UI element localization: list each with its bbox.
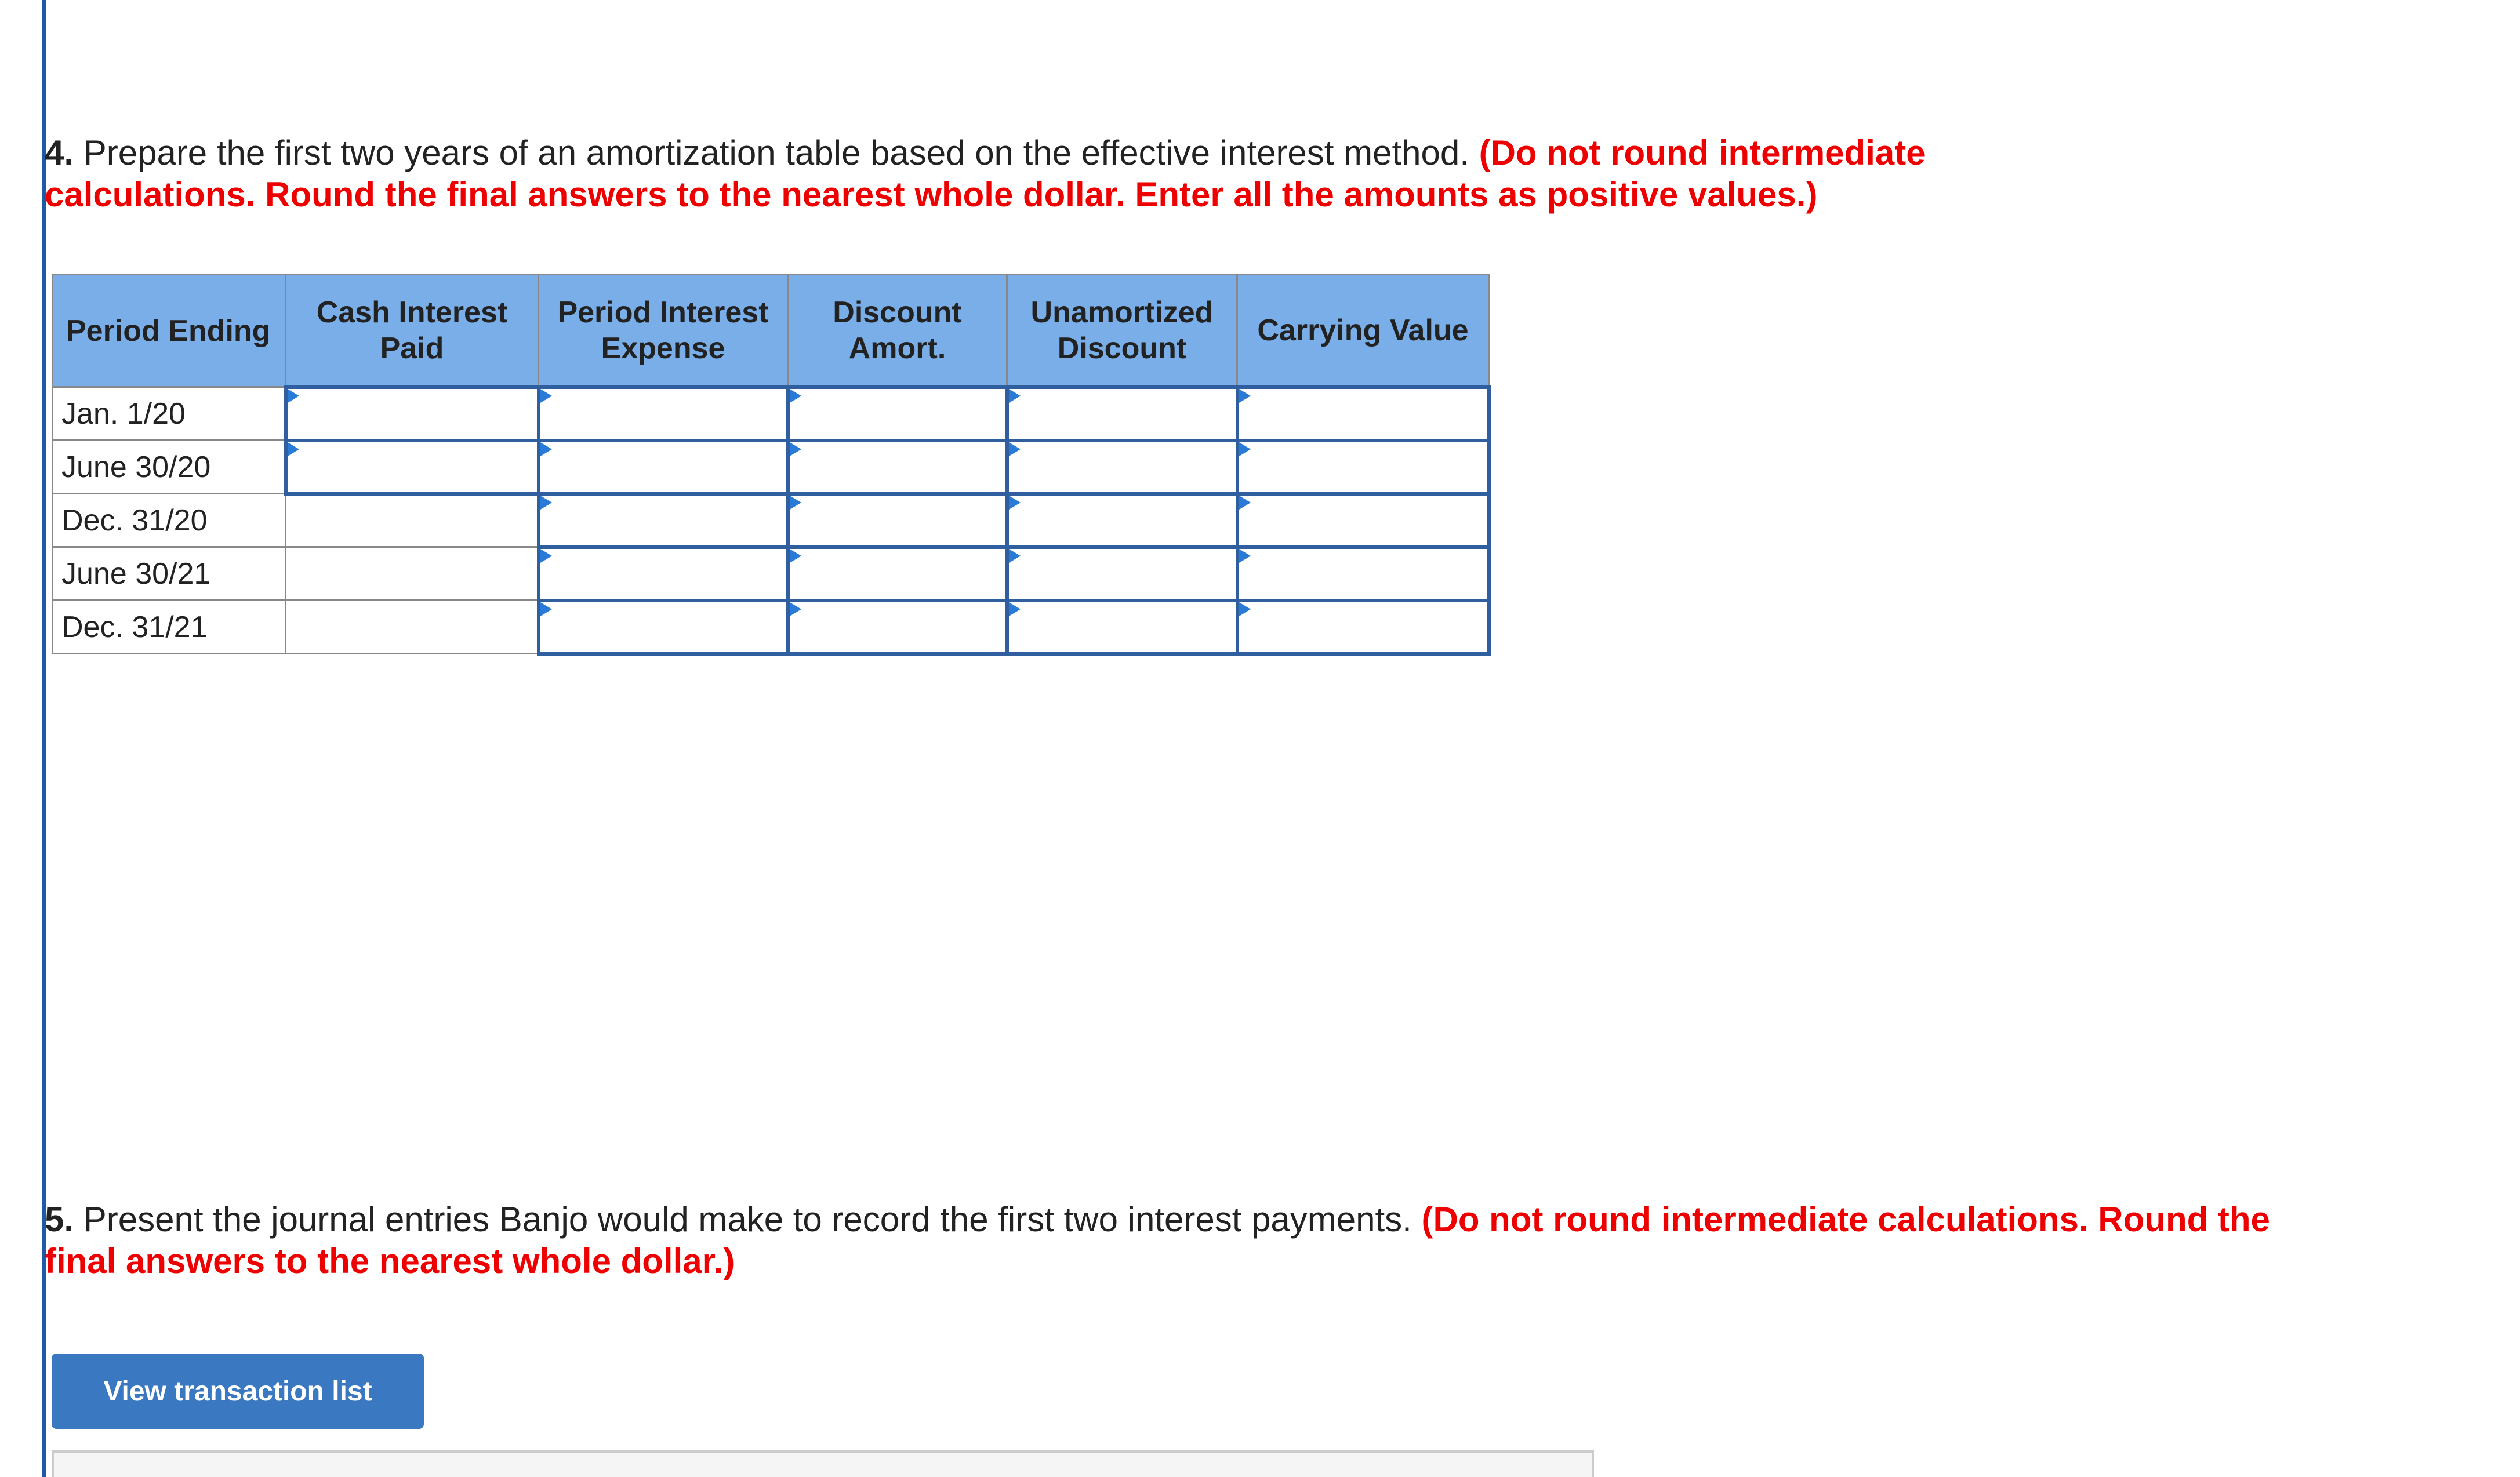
- question-4-hint: (Do not round intermediate calculations. Round the final answers to the nearest whole dollar. Enter all the amounts as positive values.): [45, 133, 1926, 214]
- unamortized-discount-cell: [1007, 387, 1237, 441]
- unamortized-discount-cell: [1007, 547, 1237, 601]
- question-4-text: Prepare the first two years of an amortization table based on the effective interest method.: [74, 133, 1479, 172]
- header-period-interest-expense: Period Interest Expense: [539, 275, 788, 387]
- discount-amort-input[interactable]: [790, 602, 1005, 652]
- interest-expense-input[interactable]: [540, 602, 786, 652]
- carrying-value-cell: [1237, 547, 1489, 601]
- carrying-value-input[interactable]: [1239, 389, 1487, 439]
- header-unamortized-discount: Unamortized Discount: [1007, 275, 1237, 387]
- unamortized-discount-cell: [1007, 601, 1237, 654]
- question-5: [45, 1199, 2306, 1282]
- interest-expense-input[interactable]: [540, 549, 786, 599]
- interest-expense-input[interactable]: [540, 442, 786, 492]
- cash-interest-input[interactable]: [288, 442, 537, 492]
- table-row: [53, 494, 1489, 547]
- unamortized-discount-cell: [1007, 441, 1237, 494]
- carrying-value-input[interactable]: [1239, 549, 1487, 599]
- discount-amort-cell: [788, 494, 1007, 547]
- question-5-number: 5.: [45, 1200, 74, 1239]
- interest-expense-cell: [539, 441, 788, 494]
- discount-amort-input[interactable]: [790, 442, 1005, 492]
- carrying-value-cell: [1237, 387, 1489, 441]
- question-4-number: 4.: [45, 133, 74, 172]
- discount-amort-cell: [788, 387, 1007, 441]
- unamortized-discount-input[interactable]: [1009, 496, 1236, 545]
- carrying-value-input[interactable]: [1239, 496, 1487, 545]
- view-transaction-list-button[interactable]: View transaction list: [52, 1354, 424, 1429]
- empty-cell: [286, 547, 539, 601]
- header-period-ending: Period Ending: [53, 275, 286, 387]
- interest-expense-input[interactable]: [540, 496, 786, 545]
- journal-entry-panel: [52, 1450, 1594, 1477]
- table-row: [53, 387, 1489, 441]
- interest-expense-cell: [539, 547, 788, 601]
- interest-expense-cell: [539, 387, 788, 441]
- empty-cell: [286, 601, 539, 654]
- interest-expense-cell: [539, 601, 788, 654]
- interest-expense-cell: [539, 494, 788, 547]
- question-5-text: Present the journal entries Banjo would make to record the first two interest payments.: [74, 1200, 1422, 1239]
- table-row: [53, 441, 1489, 494]
- discount-amort-input[interactable]: [790, 549, 1005, 599]
- carrying-value-cell: [1237, 601, 1489, 654]
- carrying-value-input[interactable]: [1239, 442, 1487, 492]
- discount-amort-input[interactable]: [790, 389, 1005, 439]
- amortization-table: [52, 274, 1491, 656]
- unamortized-discount-input[interactable]: [1009, 602, 1236, 652]
- unamortized-discount-input[interactable]: [1009, 549, 1236, 599]
- cash-interest-cell: [286, 441, 539, 494]
- question-5-hint: (Do not round intermediate calculations. Round the final answers to the nearest whole dollar.): [45, 1200, 2270, 1280]
- cash-interest-cell: [286, 387, 539, 441]
- discount-amort-input[interactable]: [790, 496, 1005, 545]
- table-row: [53, 547, 1489, 601]
- unamortized-discount-cell: [1007, 494, 1237, 547]
- table-row: [53, 601, 1489, 654]
- header-cash-interest-paid: Cash Interest Paid: [286, 275, 539, 387]
- empty-cell: [286, 494, 539, 547]
- period-label: June 30/20: [53, 441, 286, 494]
- unamortized-discount-input[interactable]: [1009, 389, 1236, 439]
- discount-amort-cell: [788, 441, 1007, 494]
- unamortized-discount-input[interactable]: [1009, 442, 1236, 492]
- period-label: Dec. 31/20: [53, 494, 286, 547]
- interest-expense-input[interactable]: [540, 389, 786, 439]
- period-label: Dec. 31/21: [53, 601, 286, 654]
- cash-interest-input[interactable]: [288, 389, 537, 439]
- header-carrying-value: Carrying Value: [1237, 275, 1489, 387]
- header-discount-amort: Discount Amort.: [788, 275, 1007, 387]
- discount-amort-cell: [788, 547, 1007, 601]
- table-header-row: [53, 275, 1489, 387]
- carrying-value-cell: [1237, 494, 1489, 547]
- period-label: June 30/21: [53, 547, 286, 601]
- period-label: Jan. 1/20: [53, 387, 286, 441]
- carrying-value-cell: [1237, 441, 1489, 494]
- question-4: [45, 132, 2132, 216]
- carrying-value-input[interactable]: [1239, 602, 1487, 652]
- discount-amort-cell: [788, 601, 1007, 654]
